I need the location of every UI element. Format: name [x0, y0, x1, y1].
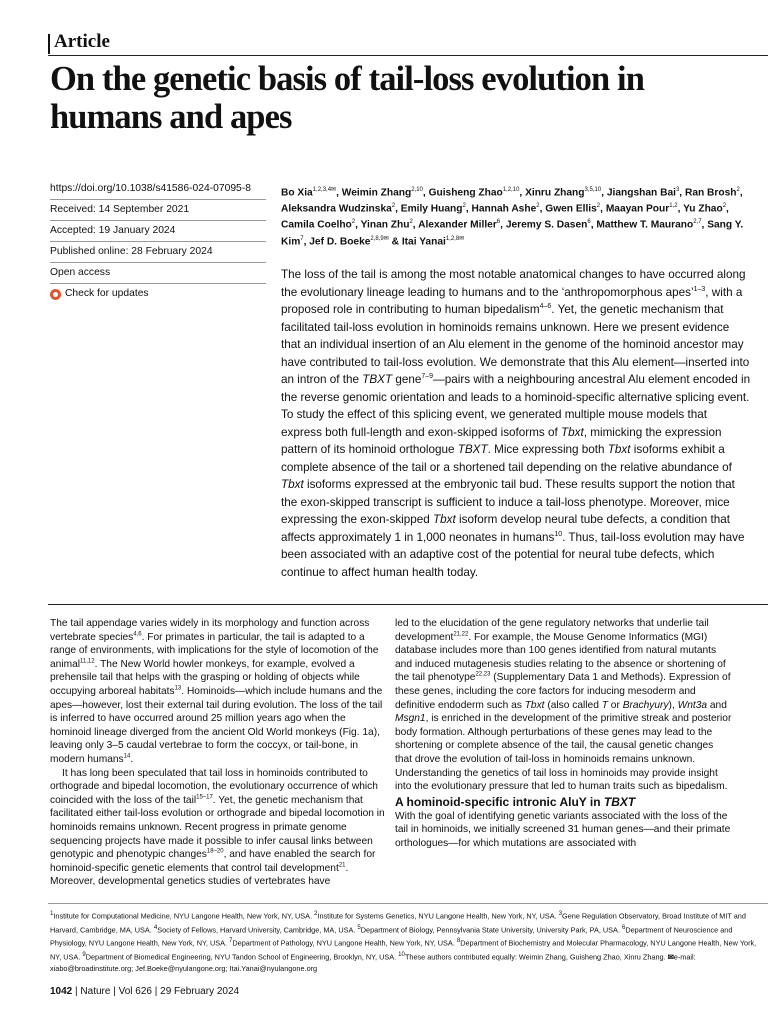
author-affiliation: 6 — [496, 219, 501, 226]
author-affiliation: 2,10 — [411, 187, 423, 193]
abstract-text: isoform develop neural tube defects, a condition that affects approximately 1 in 1,000 neonates in humans — [281, 513, 730, 544]
header-rule — [48, 55, 768, 56]
body-text: , is enriched in the development of the primitive streak and posterior body formation. Although perturbations of these genes may lead to the shortening or complete absence of the tail, the causal genetic changes that drove the evolution of tail-loss in hominoids remains unknown. Understanding the genetics of tail loss in hominoids may provide insight into the evolutionary pressure that led to human traits such as bipedalism. — [395, 713, 732, 793]
abstract-text: . Yet, the genetic mechanism that facilitated tail-loss evolution in hominoids remains unknown. Here we present evidence that an individual insertion of an Alu element in the genome of the hominoid ancestor may have contributed to tail-loss evolution. We demonstrate that this Alu element—inserted into an intron of the — [281, 303, 750, 386]
footnote-text: Institute for Computational Medicine, NYU Langone Health, New York, NY, USA. — [53, 911, 315, 921]
page-footer: 1042 | Nature | Vol 626 | 29 February 2024 — [50, 986, 240, 997]
author-name[interactable]: Ran Brosh — [684, 187, 737, 199]
abstract-text: isoforms exhibit a complete absence of the tail or a shortened tail depending on the relative abundance of — [281, 443, 732, 474]
body-text: T — [601, 699, 608, 711]
footnote-text: 8 — [456, 937, 461, 945]
author-affiliation: 2 — [596, 203, 601, 210]
author-name[interactable]: Matthew T. Maurano — [596, 219, 694, 231]
footnote-text: ✉ — [667, 952, 674, 962]
author-name[interactable]: Bo Xia — [281, 187, 313, 199]
author-affiliation: 2 — [351, 219, 356, 226]
abstract-text: gene — [392, 373, 422, 386]
check-for-updates-label: Check for updates — [65, 288, 149, 299]
body-text: Wnt3a — [677, 699, 708, 711]
body-column-right — [395, 617, 733, 851]
author-affiliation: 2 — [536, 203, 540, 210]
body-paragraph: With the goal of identifying genetic variants associated with the loss of the tail in hominoids, we initially screened 31 human genes—and their primate orthologues—for which mutations are associated with — [395, 810, 731, 849]
abstract-text: Tbxt — [281, 478, 304, 491]
body-column-left — [50, 617, 388, 889]
author-name[interactable]: Sang Y. Kim — [281, 219, 744, 247]
section-label: Article — [54, 31, 110, 52]
body-text: Tbxt — [524, 699, 545, 711]
body-paragraph — [395, 617, 733, 794]
abstract-text: —pairs with a neighbouring ancestral Alu element encoded in the reverse genomic orientation and leads to a hominoid-specific alternative splicing event. To study the effect of this splicing event, we generated multiple mouse models that express both full-length and exon-skipped isoforms of — [281, 373, 751, 439]
author-affiliation: 1,2,3,4✉ — [312, 187, 337, 193]
body-paragraph — [50, 617, 388, 767]
body-text: led to the elucidation of the gene regulatory networks that underlie tail development — [395, 618, 709, 643]
abstract-text: 1–3 — [693, 285, 706, 293]
author-affiliation: 2 — [391, 203, 396, 210]
footnote-text: 9 — [82, 951, 86, 959]
abstract-text: Tbxt — [433, 513, 456, 526]
author-affiliation: 2 — [722, 203, 727, 210]
body-text: ), — [668, 699, 678, 711]
published-date: Published online: 28 February 2024 — [50, 242, 266, 263]
volume: Vol 626 — [118, 986, 152, 997]
author-affiliation: 6 — [587, 219, 591, 226]
author-affiliation: 2 — [736, 187, 740, 193]
footnote-text: 5 — [357, 923, 361, 931]
footnote-text: 7 — [229, 937, 233, 945]
author-name[interactable]: Itai Yanai — [401, 235, 446, 247]
body-text: . Yet, the genetic mechanism that facilitated either tail-loss evolution or orthograde and bipedal locomotion in hominoids remains unknown. Recent progress in primate genome sequencing projects have made it possible to infer causal links between genotypic and phenotypic changes — [50, 794, 385, 861]
author-affiliation: 2 — [462, 203, 466, 210]
footnote-rule — [48, 903, 768, 904]
abstract-text: The loss of the tail is among the most notable anatomical changes to have occurred along the evolutionary lineage leading to humans and to the ‘anthropomorphous apes’ — [281, 268, 746, 299]
open-access-label: Open access — [50, 263, 266, 284]
body-text: , and have enabled the search for hominoid-specific genetic elements that control tail development — [50, 849, 376, 874]
author-name[interactable]: Hannah Ashe — [471, 203, 537, 215]
abstract — [281, 266, 751, 581]
abstract-text: , with a proposed role in contributing to human bipedalism — [281, 285, 743, 316]
author-name[interactable]: Alexander Miller — [418, 219, 497, 231]
author-list: Bo Xia$^{1,2,3,4✉}$, Weimin Zhang$^{2,10}$, Guisheng Zhao$^{1,2,10}$, Xinru Zhang$^{3,5,10}$, Jiangshan Bai$^3$, Ran Brosh$^2$, Aleksandra Wudzinska$^2$, Emily Huang$^2$, Hannah Ashe$^2$, Gwen Ellis$^2$, Maayan Pour$^{1,2}$, Yu Zhao$^2$, Camila Coelho$^2$, Yinan Zhu$^2$, Alexander Miller$^6$, Jeremy S. Dasen$^6$, Matthew T. Maurano$^{2,7}$, Sang Y. Kim$^7$, Jef D. Boeke$^{2,8,9✉}$ & Itai Yanai$^{1,2,8✉}$ — [281, 187, 744, 247]
footnote-text: 6 — [621, 923, 626, 931]
abstract-text: TBXT — [457, 443, 488, 456]
footnote-text: Department of Pathology, NYU Langone Health, New York, NY, USA. — [232, 938, 457, 948]
body-text: 4,6 — [133, 631, 142, 638]
footnote-text: Department of Biology, Pennsylvania State University, University Park, PA, USA. — [360, 925, 622, 935]
article-metadata — [50, 180, 266, 304]
footnote-text: 3 — [558, 910, 563, 917]
abstract-text: 4–6 — [539, 303, 552, 311]
author-affiliation: 7 — [300, 235, 304, 242]
author-name[interactable]: Jef D. Boeke — [309, 235, 371, 247]
body-text: It has long been speculated that tail loss in hominoids contributed to orthograde and bipedal locomotion, the evolutionary occurrence of which coincided with the loss of the tail — [50, 767, 378, 806]
received-date: Received: 14 September 2021 — [50, 200, 266, 221]
author-name[interactable]: Yinan Zhu — [360, 219, 410, 231]
article-title: On the genetic basis of tail-loss evolution in humans and apes — [50, 60, 645, 136]
abstract-text: . Thus, tail-loss evolution may have been associated with an adaptive cost of the potential for neural tube defects, which continue to affect human health today. — [281, 530, 745, 579]
author-affiliation: 1,2 — [669, 203, 678, 210]
body-text: 21 — [338, 862, 346, 869]
abstract-text: 10 — [554, 530, 563, 538]
author-name[interactable]: Camila Coelho — [281, 219, 352, 231]
author-name[interactable]: Emily Huang — [400, 203, 463, 215]
page-number: 1042 — [50, 986, 73, 997]
body-text: 14 — [123, 753, 131, 760]
author-affiliation: 2 — [409, 219, 413, 226]
body-text: and — [707, 699, 727, 711]
author-name[interactable]: Gwen Ellis — [545, 203, 597, 215]
body-text: 22,23 — [475, 671, 491, 678]
body-text: 21,22 — [453, 631, 469, 638]
footnote-text: Department of Biomedical Engineering, NYU Tandon School of Engineering, Brooklyn, NY, USA. — [85, 952, 399, 962]
author-affiliation: 1,2,8✉ — [445, 235, 465, 242]
footnote-text: Department of Biochemistry and Molecular Pharmacology, NYU Langone Health, New York, NY, USA. — [50, 938, 757, 962]
footnote-text: 2 — [314, 910, 318, 917]
body-text: 18–20 — [206, 848, 224, 855]
body-text: . For primates in particular, the tail is adapted to a range of environments, with implications for the style of locomotion of the animal — [50, 631, 379, 670]
author-name[interactable]: Yu Zhao — [683, 203, 723, 215]
abstract-text: Tbxt — [561, 425, 584, 439]
body-text: . For example, the Mouse Genome Informatics (MGI) database includes more than 100 genes identified from natural mutants and induced mutagenesis studies relating to the absence or shortening of the tail phenotype — [395, 631, 726, 684]
author-name[interactable]: Xinru Zhang — [525, 187, 585, 199]
footnote-text: e-mail: xiabo@broadinstitute.org; Jef.Boeke@nyulangone.org; Itai.Yanai@nyulangone.org — [50, 952, 696, 973]
abstract-divider — [48, 604, 768, 605]
author-name[interactable]: Weimin Zhang — [341, 187, 412, 199]
body-text: 11,12 — [80, 658, 95, 665]
footnote-text: Gene Regulation Observatory, Broad Institute of MIT and Harvard, Cambridge, MA, USA. — [50, 911, 746, 935]
body-text: or — [607, 699, 623, 711]
issue-date: 29 February 2024 — [160, 986, 240, 997]
footnote-text: 1 — [50, 910, 54, 917]
doi-link[interactable]: https://doi.org/10.1038/s41586-024-07095-8 — [50, 180, 266, 200]
footnote-text: Institute for Systems Genetics, NYU Langone Health, New York, NY, USA. — [317, 911, 559, 921]
author-affiliation: 3 — [675, 187, 680, 193]
author-affiliation: 2,8,9✉ — [370, 235, 389, 242]
body-paragraph — [50, 767, 388, 889]
check-for-updates-icon — [50, 289, 61, 300]
journal-name: Nature — [80, 986, 111, 997]
abstract-text: TBXT — [362, 373, 393, 386]
footnote-text: 10 — [398, 951, 405, 959]
body-text: 13 — [174, 685, 182, 692]
body-text: . — [130, 753, 134, 765]
body-text: . The New World howler monkeys, for example, evolved a prehensile tail that helps with the grasping or holding of objects while occupying arboreal habitats — [50, 658, 360, 697]
footnote-text: Department of Neuroscience and Physiology, NYU Langone Health, New York, NY, USA. — [50, 925, 733, 948]
author-name[interactable]: Guisheng Zhao — [428, 187, 503, 199]
body-text: Msgn1 — [395, 713, 426, 725]
footnote-text: These authors contributed equally: Weimin Zhang, Guisheng Zhao, Xinru Zhang. — [404, 952, 668, 962]
body-text: Brachyury — [622, 699, 669, 711]
abstract-text: isoforms expressed at the embryonic tail bud. These results support the notion that the exon-skipped transcript is sufficient to induce a tail-loss phenotype. Moreover, mice expressing the exon-skipped — [281, 478, 735, 526]
author-name[interactable]: Jeremy S. Dasen — [505, 219, 588, 231]
affiliations-footnote — [50, 908, 760, 974]
author-affiliation: 2,7 — [693, 219, 702, 226]
abstract-text: , mimicking the expression pattern of its hominoid orthologue — [281, 425, 722, 456]
body-text: . Hominoids—which include humans and the apes—however, lost their external tail during evolution. The loss of the tail is inferred to have occurred around 25 million years ago when the hominoid lineage diverged from the ancient Old World monkeys (Fig. 1a), leaving only 3–5 caudal vertebrae to form the coccyx, or tail-bone, in modern humans — [50, 685, 383, 765]
check-for-updates-button[interactable] — [50, 284, 266, 304]
author-affiliation: 3,5,10 — [584, 187, 602, 193]
author-name[interactable]: Maayan Pour — [605, 203, 670, 215]
abstract-text: 7–9 — [421, 373, 434, 381]
footnote-text: 4 — [153, 923, 158, 931]
author-name[interactable]: Jiangshan Bai — [606, 187, 676, 199]
author-affiliation: 1,2,10 — [502, 187, 520, 193]
body-text: 15–17 — [196, 794, 213, 801]
body-text: (Supplementary Data 1 and Methods). Expression of these genes, including the core factors for inducing mesoderm and definitive endoderm such as — [395, 672, 731, 711]
abstract-text: Tbxt — [607, 443, 631, 456]
footnote-text: Society of Fellows, Harvard University, Cambridge, MA, USA. — [157, 925, 358, 935]
body-text: . Moreover, developmental genetics studies of vertebrates have — [50, 862, 349, 888]
abstract-text: . Mice expressing both — [487, 443, 608, 456]
body-text: (also called — [544, 699, 602, 711]
section-marker — [48, 34, 50, 54]
body-text: The tail appendage varies widely in its morphology and function across vertebrate species — [50, 618, 370, 643]
section-heading: A hominoid-specific intronic AluY in TBXT — [395, 794, 636, 809]
author-name[interactable]: Aleksandra Wudzinska — [281, 203, 392, 215]
accepted-date: Accepted: 19 January 2024 — [50, 221, 266, 242]
